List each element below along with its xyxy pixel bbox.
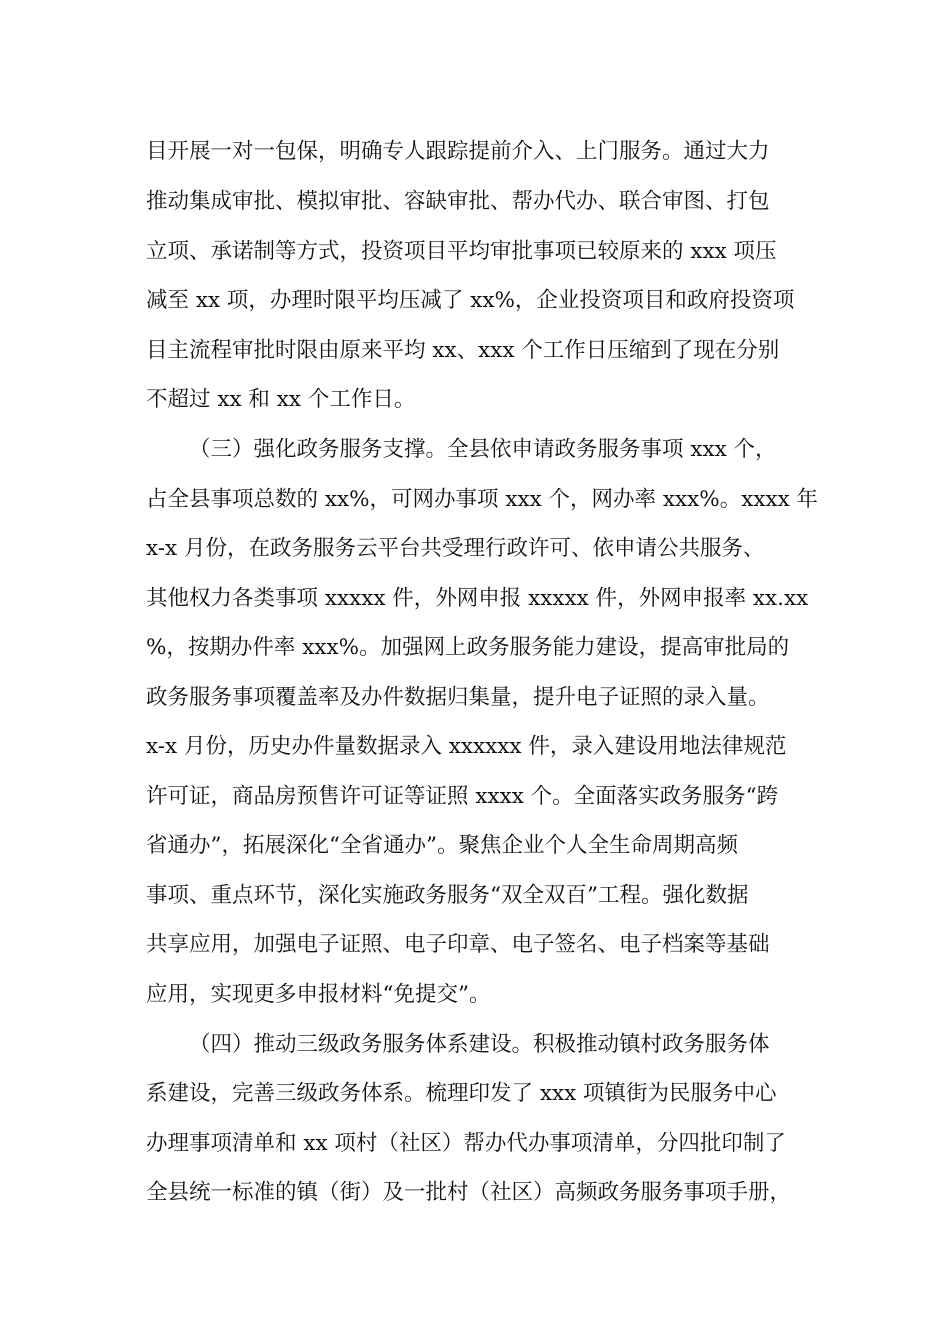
text-line: %，按期办件率 xxx%。加强网上政务服务能力建设，提高审批局的 bbox=[146, 635, 790, 660]
section-heading-line: （三）强化政务服务支撑。全县依申请政务服务事项 xxx 个， bbox=[189, 437, 777, 462]
text-line: 占全县事项总数的 xx%，可网办事项 xxx 个，网办率 xxx%。xxxx 年 bbox=[146, 487, 819, 512]
text-line: 立项、承诺制等方式，投资项目平均审批事项已较原来的 xxx 项压 bbox=[146, 239, 777, 264]
text-line: 政务服务事项覆盖率及办件数据归集量，提升电子证照的录入量。 bbox=[146, 685, 770, 710]
text-line: 共享应用，加强电子证照、电子印章、电子签名、电子档案等基础 bbox=[146, 932, 770, 957]
text-line: 许可证，商品房预售许可证等证照 xxxx 个。全面落实政务服务“跨 bbox=[146, 784, 779, 809]
text-line: 减至 xx 项，办理时限平均压减了 xx%，企业投资项目和政府投资项 bbox=[146, 288, 795, 313]
text-line: x-x 月份，历史办件量数据录入 xxxxxx 件，录入建设用地法律规范 bbox=[146, 734, 787, 759]
text-line: x-x 月份，在政务服务云平台共受理行政许可、依申请公共服务、 bbox=[146, 536, 765, 561]
text-line: 全县统一标准的镇（街）及一批村（社区）高频政务服务事项手册， bbox=[146, 1180, 792, 1205]
text-line: 目开展一对一包保，明确专人跟踪提前介入、上门服务。通过大力 bbox=[146, 139, 770, 164]
text-line: 目主流程审批时限由原来平均 xx、xxx 个工作日压缩到了现在分别 bbox=[146, 338, 780, 363]
text-line: 事项、重点环节，深化实施政务服务“双全双百”工程。强化数据 bbox=[146, 883, 749, 908]
text-line: 其他权力各类事项 xxxxx 件，外网申报 xxxxx 件，外网申报率 xx.xx bbox=[146, 586, 809, 611]
text-line: 不超过 xx 和 xx 个工作日。 bbox=[146, 387, 416, 412]
text-line: 应用，实现更多申报材料“免提交”。 bbox=[146, 982, 491, 1007]
text-line: 系建设，完善三级政务体系。梳理印发了 xxx 项镇街为民服务中心 bbox=[146, 1081, 777, 1106]
section-heading-line: （四）推动三级政务服务体系建设。积极推动镇村政务服务体 bbox=[189, 1032, 770, 1057]
text-line: 推动集成审批、模拟审批、容缺审批、帮办代办、联合审图、打包 bbox=[146, 189, 770, 214]
text-line: 省通办”，拓展深化“全省通办”。聚焦企业个人全生命周期高频 bbox=[146, 833, 738, 858]
text-line: 办理事项清单和 xx 项村（社区）帮办代办事项清单，分四批印制了 bbox=[146, 1131, 786, 1156]
